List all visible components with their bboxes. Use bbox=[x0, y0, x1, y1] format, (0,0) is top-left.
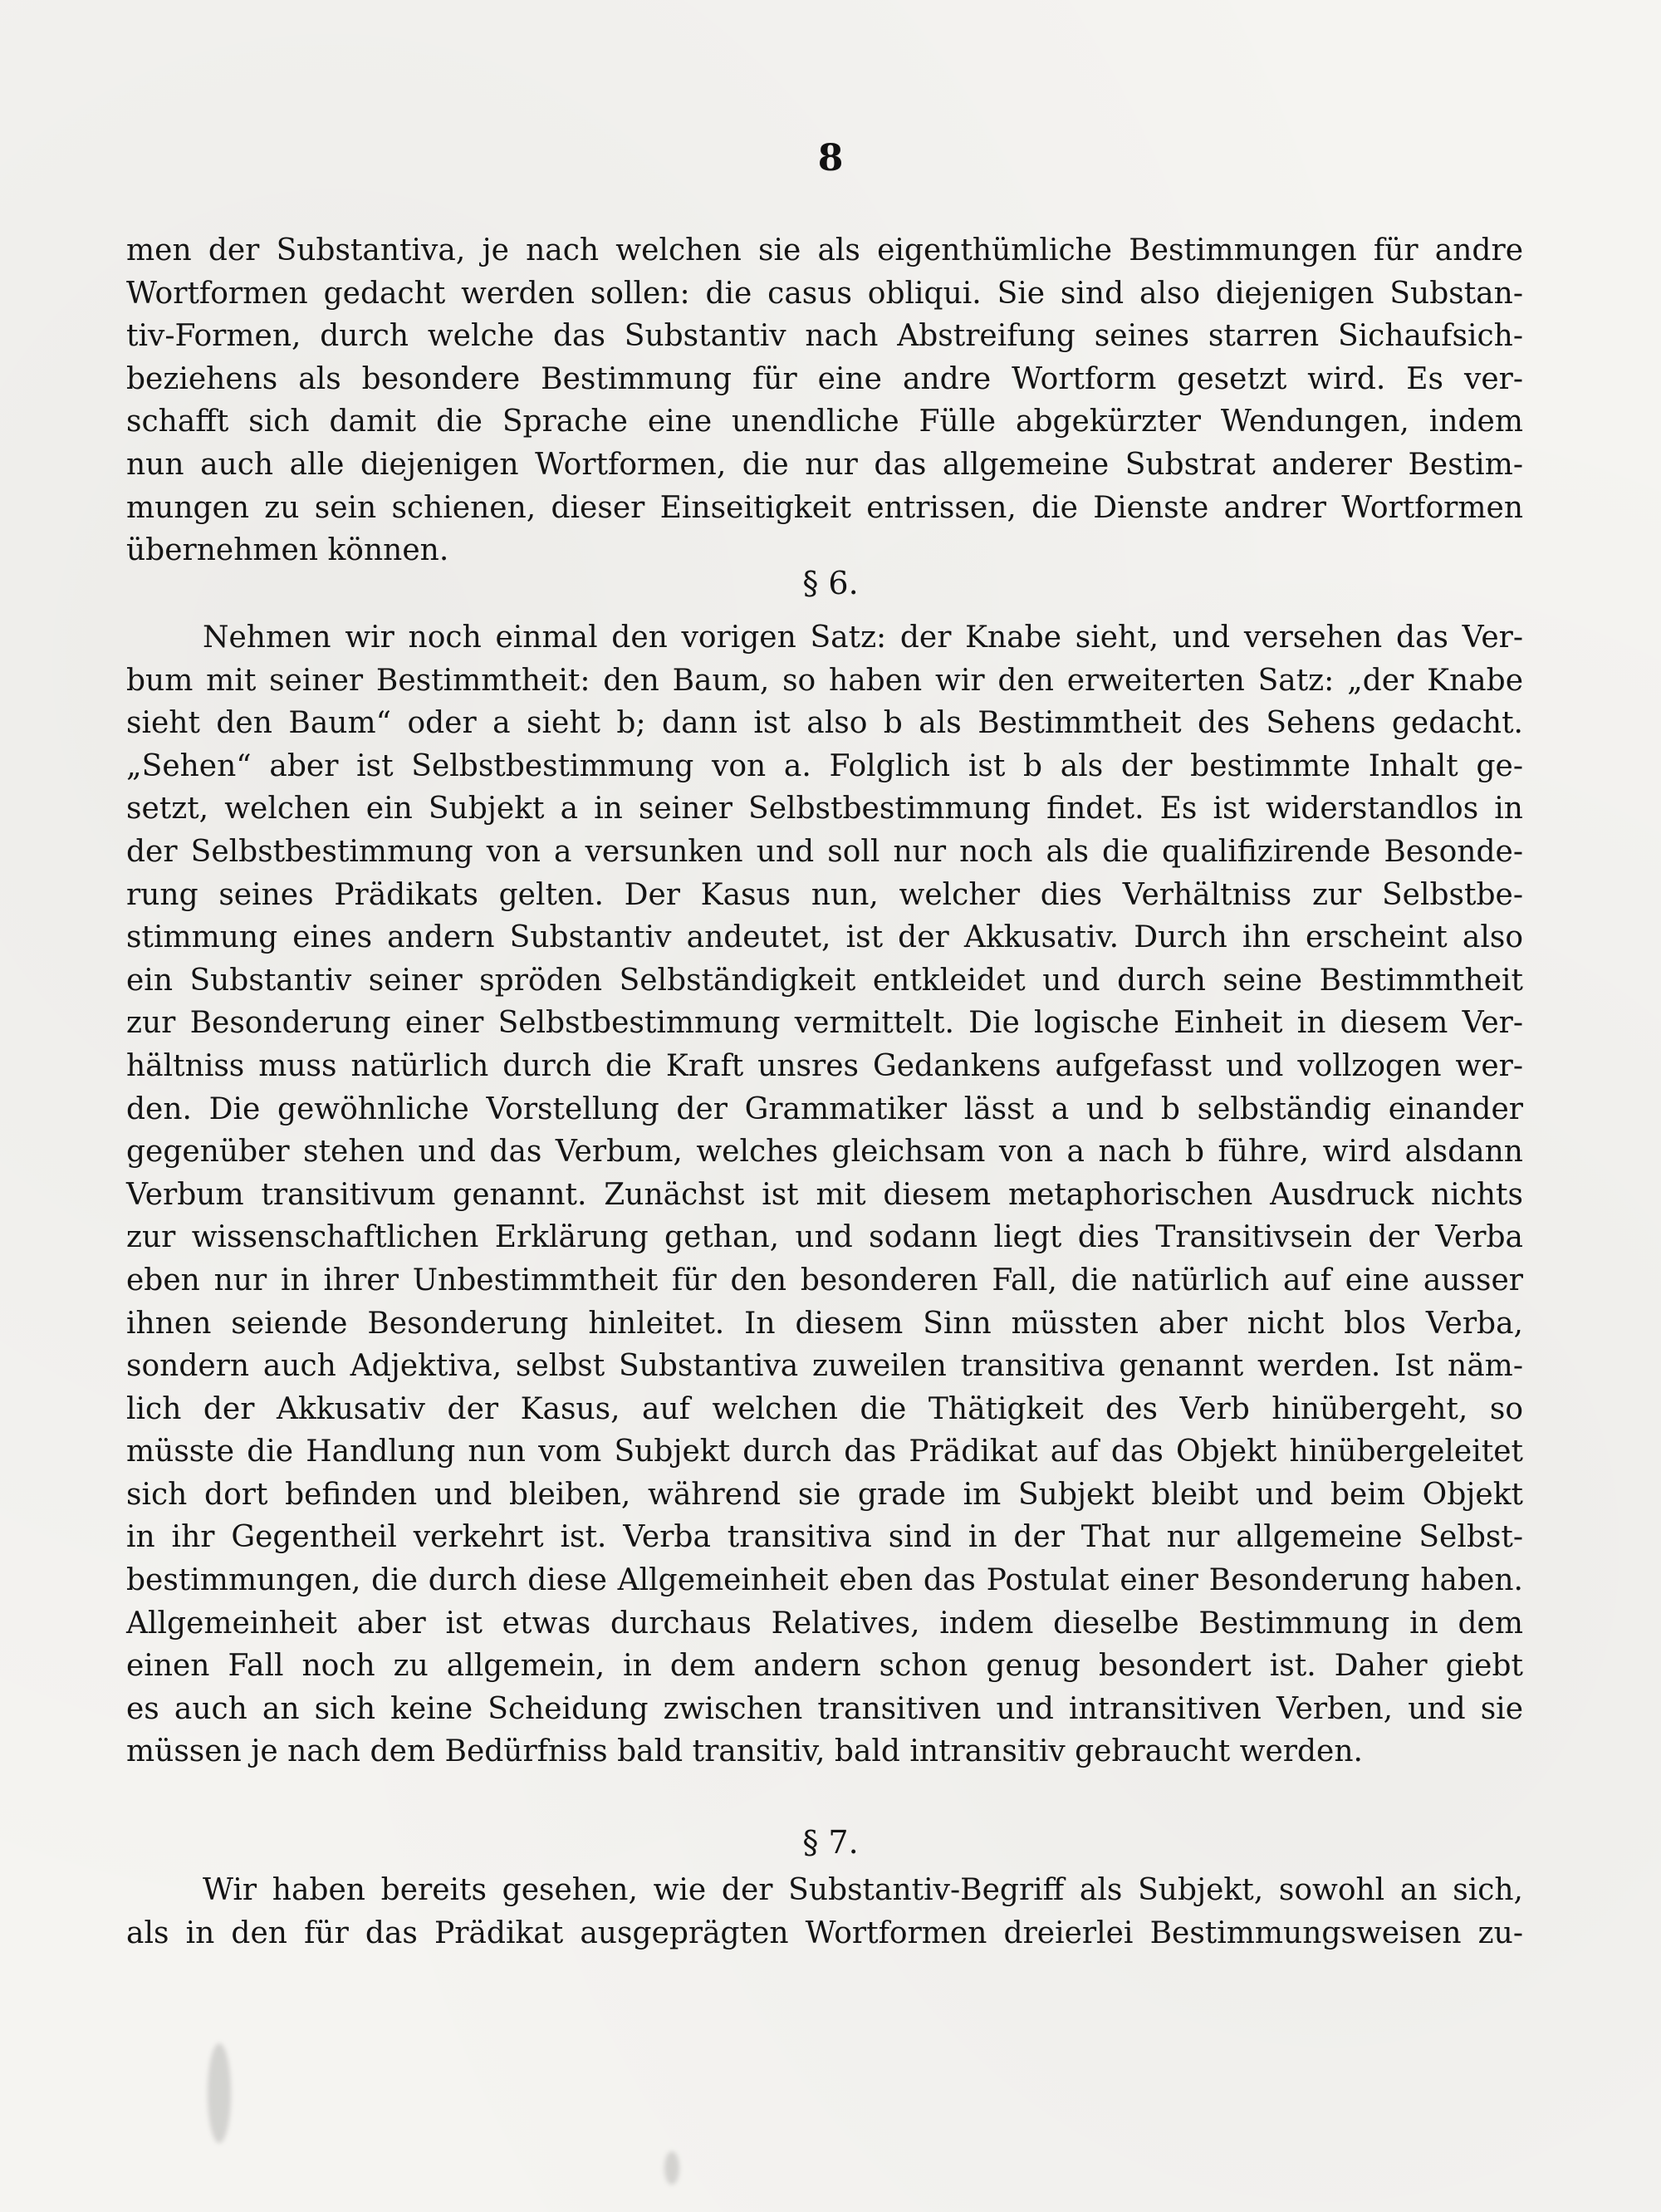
text-line: hältniss muss natürlich durch die Kraft unsres Gedankens aufgefasst und vollzogen wer- bbox=[126, 1048, 1523, 1083]
paragraph-section-7 bbox=[126, 1869, 1523, 1955]
text-line: übernehmen können. bbox=[126, 533, 449, 568]
text-line: lich der Akkusativ der Kasus, auf welchen die Thätigkeit des Verb hinübergeht, so bbox=[126, 1391, 1523, 1426]
text-line: rung seines Prädikats gelten. Der Kasus nun, welcher dies Verhältniss zur Selbstbe- bbox=[126, 877, 1523, 912]
text-line: Wortformen gedacht werden sollen: die casus obliqui. Sie sind also diejenigen Substan- bbox=[126, 276, 1523, 311]
page-number: 8 bbox=[817, 137, 844, 179]
text-line: Nehmen wir noch einmal den vorigen Satz: der Knabe sieht, und versehen das Ver- bbox=[203, 620, 1523, 655]
text-line: Wir haben bereits gesehen, wie der Substantiv-Begriff als Subjekt, sowohl an sich, bbox=[203, 1873, 1523, 1907]
scan-blemish bbox=[208, 2043, 231, 2143]
text-line: Allgemeinheit aber ist etwas durchaus Relatives, indem dieselbe Bestimmung in dem bbox=[126, 1606, 1523, 1641]
text-line: sich dort befinden und bleiben, während sie grade im Subjekt bleibt und beim Objekt bbox=[126, 1477, 1523, 1512]
text-line: ihnen seiende Besonderung hinleitet. In diesem Sinn müssten aber nicht blos Verba, bbox=[126, 1306, 1523, 1341]
scan-blemish bbox=[664, 2151, 679, 2185]
text-line: bum mit seiner Bestimmtheit: den Baum, so haben wir den erweiterten Satz: „der Knabe bbox=[126, 663, 1523, 698]
text-line: müsste die Handlung nun vom Subjekt durch das Prädikat auf das Objekt hinübergeleitet bbox=[126, 1435, 1523, 1469]
paragraph-section-6 bbox=[126, 616, 1523, 1773]
text-line: einen Fall noch zu allgemein, in dem andern schon genug besondert ist. Daher giebt bbox=[126, 1649, 1523, 1684]
text-line: mungen zu sein schienen, dieser Einseitigkeit entrissen, die Dienste andrer Wortformen bbox=[126, 490, 1523, 525]
text-line: „Sehen“ aber ist Selbstbestimmung von a. Folglich ist b als der bestimmte Inhalt ge- bbox=[126, 748, 1523, 783]
text-line: zur wissenschaftlichen Erklärung gethan, und sodann liegt dies Transitivsein der Verba bbox=[126, 1220, 1523, 1255]
text-line: sieht den Baum“ oder a sieht b; dann ist also b als Bestimmtheit des Sehens gedacht. bbox=[126, 706, 1523, 741]
text-line: nun auch alle diejenigen Wortformen, die nur das allgemeine Substrat anderer Bestim- bbox=[126, 447, 1523, 482]
text-line: müssen je nach dem Bedürfniss bald transitiv, bald intransitiv gebraucht werden. bbox=[126, 1734, 1363, 1769]
text-line: eben nur in ihrer Unbestimmtheit für den besonderen Fall, die natürlich auf eine ausser bbox=[126, 1263, 1523, 1297]
text-line: zur Besonderung einer Selbstbestimmung vermittelt. Die logische Einheit in diesem Ver- bbox=[126, 1006, 1523, 1041]
section-heading-7: § 7. bbox=[802, 1824, 859, 1861]
text-line: in ihr Gegentheil verkehrt ist. Verba transitiva sind in der That nur allgemeine Selbst- bbox=[126, 1520, 1523, 1555]
text-line: es auch an sich keine Scheidung zwischen transitiven und intransitiven Verben, und sie bbox=[126, 1691, 1523, 1726]
text-line: bestimmungen, die durch diese Allgemeinheit eben das Postulat einer Besonderung haben. bbox=[126, 1563, 1523, 1598]
text-line: beziehens als besondere Bestimmung für eine andre Wortform gesetzt wird. Es ver- bbox=[126, 361, 1523, 396]
text-line: gegenüber stehen und das Verbum, welches gleichsam von a nach b führe, wird alsdann bbox=[126, 1135, 1523, 1170]
text-line: stimmung eines andern Substantiv andeutet, ist der Akkusativ. Durch ihn erscheint also bbox=[126, 920, 1523, 955]
text-line: setzt, welchen ein Subjekt a in seiner Selbstbestimmung findet. Es ist widerstandlos in bbox=[126, 792, 1523, 826]
paragraph-casus-obliqui bbox=[126, 229, 1523, 572]
text-line: der Selbstbestimmung von a versunken und soll nur noch als die qualifizirende Besonde- bbox=[126, 834, 1523, 869]
section-heading-6: § 6. bbox=[802, 565, 859, 601]
text-line: tiv-Formen, durch welche das Substantiv nach Abstreifung seines starren Sichaufsich- bbox=[126, 319, 1523, 354]
text-line: men der Substantiva, je nach welchen sie als eigenthümliche Bestimmungen für andre bbox=[126, 233, 1523, 267]
text-line: den. Die gewöhnliche Vorstellung der Grammatiker lässt a und b selbständig einander bbox=[126, 1091, 1523, 1126]
text-line: Verbum transitivum genannt. Zunächst ist mit diesem metaphorischen Ausdruck nichts bbox=[126, 1177, 1523, 1212]
text-line: sondern auch Adjektiva, selbst Substantiva zuweilen transitiva genannt werden. Ist näm- bbox=[126, 1349, 1523, 1384]
text-line: als in den für das Prädikat ausgeprägten Wortformen dreierlei Bestimmungsweisen zu- bbox=[126, 1915, 1523, 1950]
text-line: schafft sich damit die Sprache eine unendliche Fülle abgekürzter Wendungen, indem bbox=[126, 405, 1523, 439]
text-line: ein Substantiv seiner spröden Selbständigkeit entkleidet und durch seine Bestimmtheit bbox=[126, 963, 1523, 998]
